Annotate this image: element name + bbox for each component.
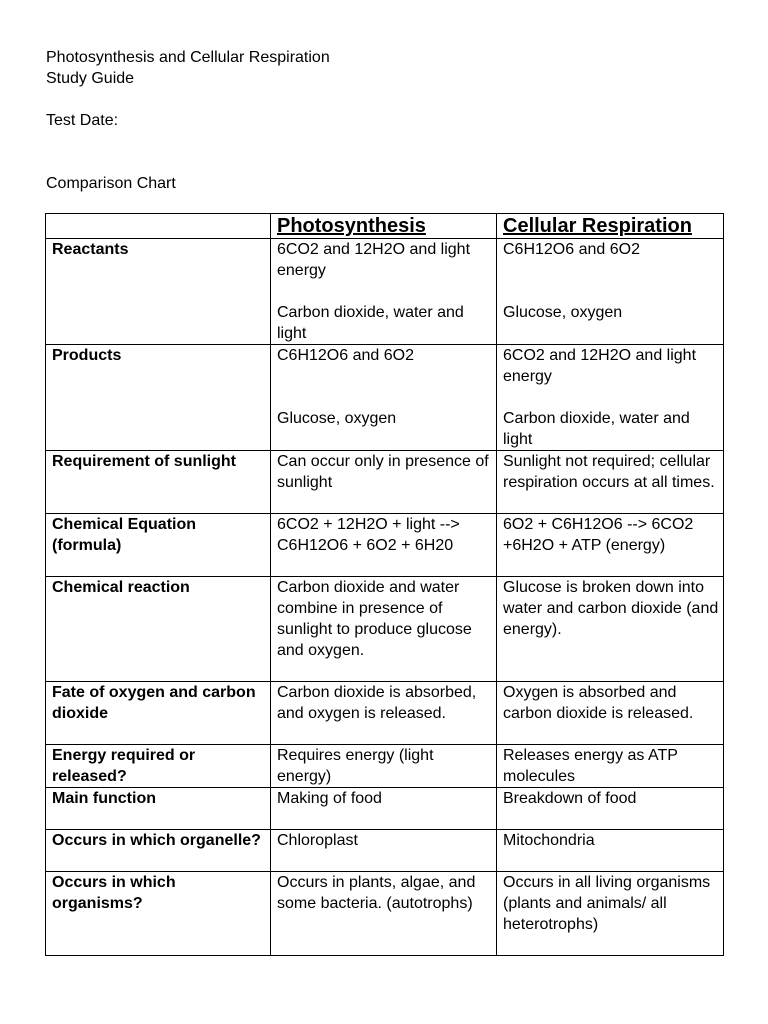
comparison-table (45, 213, 724, 956)
header-cellular-respiration: Cellular Respiration (497, 214, 724, 239)
table-row (46, 514, 724, 577)
table-row (46, 745, 724, 788)
cell-photosynthesis: 6CO2 and 12H2O and light energy Carbon dioxide, water and light (271, 239, 497, 345)
table-row (46, 577, 724, 682)
row-label-organelle: Occurs in which organelle? (46, 830, 271, 872)
table-row (46, 788, 724, 830)
table-row (46, 239, 724, 345)
row-label-chemical-reaction: Chemical reaction (46, 577, 271, 682)
table-row (46, 872, 724, 956)
cell-respiration: Occurs in all living organisms (plants and animals/ all heterotrophs) (497, 872, 724, 956)
table-row (46, 451, 724, 514)
test-date-label: Test Date: (46, 112, 119, 129)
cell-photosynthesis: Carbon dioxide is absorbed, and oxygen is released. (271, 682, 497, 745)
row-label-fate-oxygen-co2: Fate of oxygen and carbon dioxide (46, 682, 271, 745)
cell-photosynthesis: Making of food (271, 788, 497, 830)
row-label-sunlight: Requirement of sunlight (46, 451, 271, 514)
cell-respiration: Sunlight not required; cellular respiration occurs at all times. (497, 451, 724, 514)
cell-photosynthesis: 6CO2 + 12H2O + light --> C6H12O6 + 6O2 + 6H20 (271, 514, 497, 577)
row-label-energy: Energy required or released? (46, 745, 271, 788)
cell-photosynthesis: C6H12O6 and 6O2 Glucose, oxygen (271, 345, 497, 451)
document-subtitle: Study Guide (46, 70, 135, 87)
cell-photosynthesis: Chloroplast (271, 830, 497, 872)
row-label-main-function: Main function (46, 788, 271, 830)
header-empty-cell (46, 214, 271, 239)
row-label-chemical-equation: Chemical Equation (formula) (46, 514, 271, 577)
table-row (46, 682, 724, 745)
cell-respiration: 6CO2 and 12H2O and light energy Carbon dioxide, water and light (497, 345, 724, 451)
cell-respiration: Breakdown of food (497, 788, 724, 830)
cell-photosynthesis: Requires energy (light energy) (271, 745, 497, 788)
cell-respiration: Releases energy as ATP molecules (497, 745, 724, 788)
cell-photosynthesis: Can occur only in presence of sunlight (271, 451, 497, 514)
row-label-reactants: Reactants (46, 239, 271, 345)
chart-heading: Comparison Chart (46, 175, 176, 192)
cell-photosynthesis: Carbon dioxide and water combine in presence of sunlight to produce glucose and oxygen. (271, 577, 497, 682)
document-title: Photosynthesis and Cellular Respiration (46, 49, 330, 66)
table-header-row (46, 214, 724, 239)
table-row (46, 830, 724, 872)
cell-respiration: C6H12O6 and 6O2 Glucose, oxygen (497, 239, 724, 345)
cell-respiration: Glucose is broken down into water and carbon dioxide (and energy). (497, 577, 724, 682)
row-label-products: Products (46, 345, 271, 451)
header-photosynthesis: Photosynthesis (271, 214, 497, 239)
cell-photosynthesis: Occurs in plants, algae, and some bacteria. (autotrophs) (271, 872, 497, 956)
cell-respiration: Mitochondria (497, 830, 724, 872)
cell-respiration: Oxygen is absorbed and carbon dioxide is released. (497, 682, 724, 745)
table-row (46, 345, 724, 451)
row-label-organisms: Occurs in which organisms? (46, 872, 271, 956)
cell-respiration: 6O2 + C6H12O6 --> 6CO2 +6H2O + ATP (energy) (497, 514, 724, 577)
